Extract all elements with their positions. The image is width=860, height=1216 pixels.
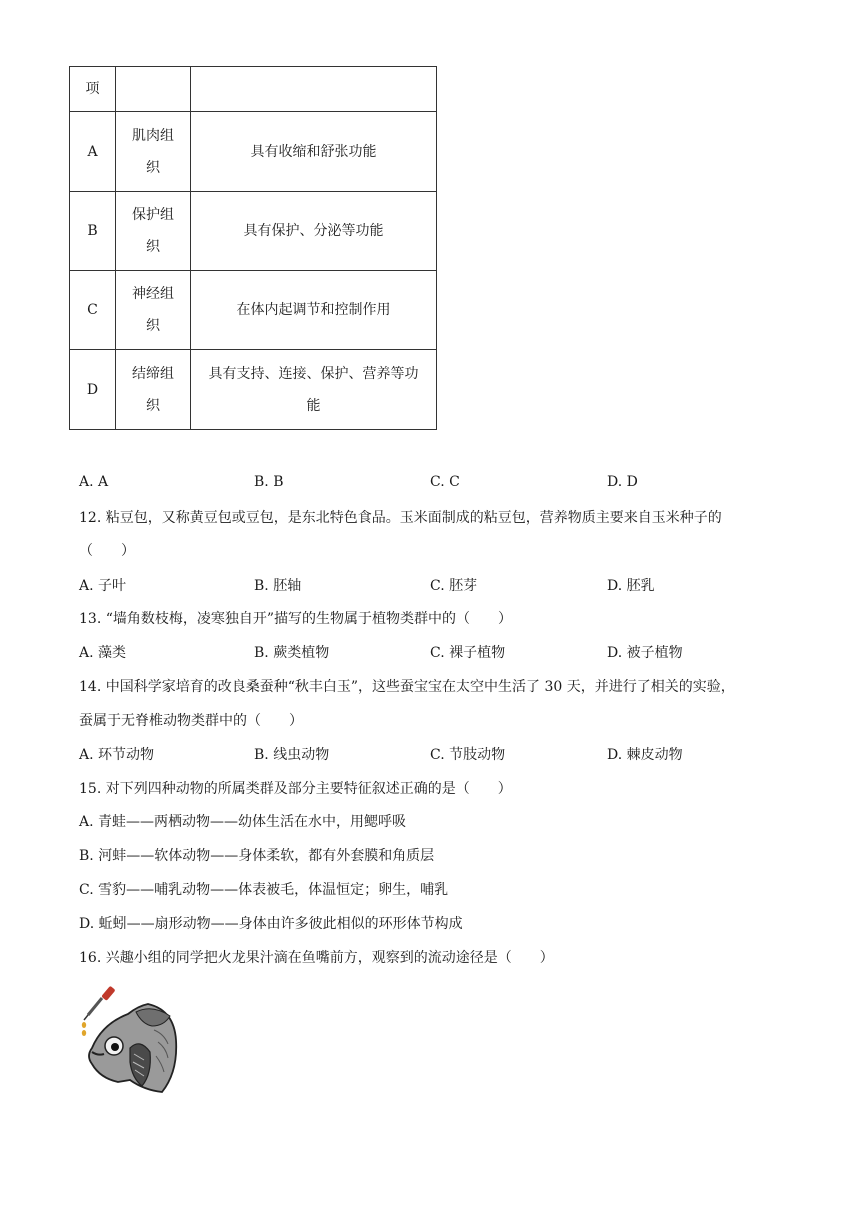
item-cell: C	[70, 271, 116, 350]
function-line: 具有支持、连接、保护、营养等功	[208, 365, 419, 382]
q12-stem: （ ）	[79, 543, 135, 559]
table-header-row	[70, 67, 437, 112]
header-cell	[191, 67, 437, 112]
header-cell	[116, 67, 191, 112]
juice-drop	[82, 1030, 86, 1036]
q13-option-c: C. 裸子植物	[430, 645, 506, 661]
dropper-icon	[84, 986, 116, 1020]
table-row	[70, 350, 437, 430]
function-line: 能	[306, 397, 321, 414]
q14-stem: 蚕属于无脊椎动物类群中的（ ）	[79, 713, 303, 729]
fish-with-dropper-icon	[78, 982, 178, 1096]
tissue-cell	[116, 192, 191, 271]
q13-stem: 13. “墙角数枝梅，凌寒独自开”描写的生物属于植物类群中的（ ）	[79, 611, 513, 627]
function-line: 具有保护、分泌等功能	[243, 223, 384, 239]
tissue-line: 结缔组	[132, 365, 174, 382]
q15-option-b: B. 河蚌——软体动物——身体柔软，都有外套膜和角质层	[79, 848, 435, 864]
q12-option-c: C. 胚芽	[430, 578, 478, 594]
tissue-line: 织	[146, 239, 160, 255]
q13-option-d: D. 被子植物	[607, 645, 683, 661]
function-cell	[191, 271, 437, 350]
q12-stem: 12. 粘豆包，又称黄豆包或豆包，是东北特色食品。玉米面制成的粘豆包，营养物质主要来自玉米种子的	[79, 510, 722, 526]
q15-option-a: A. 青蛙——两栖动物——幼体生活在水中，用鳃呼吸	[79, 814, 407, 830]
q15-option-c: C. 雪豹——哺乳动物——体表被毛，体温恒定；卵生，哺乳	[79, 882, 449, 898]
item-cell: A	[70, 112, 116, 192]
tissue-cell	[116, 112, 191, 192]
tissue-line: 保护组	[132, 207, 174, 223]
q12-option-d: D. 胚乳	[607, 578, 655, 594]
function-cell	[191, 112, 437, 192]
tissue-cell	[116, 350, 191, 430]
tissue-table	[69, 66, 437, 430]
tissue-line: 织	[146, 397, 160, 414]
item-cell: D	[70, 350, 116, 430]
q13-option-b: B. 蕨类植物	[254, 645, 330, 661]
tissue-line: 神经组	[132, 286, 174, 302]
juice-drop	[82, 1022, 86, 1028]
q12-option-a: A. 子叶	[79, 578, 127, 594]
q15-stem: 15. 对下列四种动物的所属类群及部分主要特征叙述正确的是（ ）	[79, 781, 512, 797]
q11-option-b: B. B	[254, 474, 284, 490]
q15-option-d: D. 蚯蚓——扇形动物——身体由许多彼此相似的环形体节构成	[79, 916, 463, 932]
tissue-line: 肌肉组	[132, 127, 174, 144]
item-cell: B	[70, 192, 116, 271]
q16-stem: 16. 兴趣小组的同学把火龙果汁滴在鱼嘴前方，观察到的流动途径是（ ）	[79, 950, 554, 966]
fish-icon	[89, 1004, 176, 1092]
q11-option-d: D. D	[607, 474, 638, 490]
header-cell: 项	[70, 67, 116, 112]
function-cell	[191, 192, 437, 271]
function-line: 具有收缩和舒张功能	[250, 143, 377, 160]
tissue-cell	[116, 271, 191, 350]
q13-option-a: A. 藻类	[79, 645, 127, 661]
tissue-line: 织	[146, 159, 160, 176]
q14-stem: 14. 中国科学家培育的改良桑蚕种“秋丰白玉”，这些蚕宝宝在太空中生活了 30 天，并进行了相关的实验，	[79, 679, 735, 695]
function-cell	[191, 350, 437, 430]
q11-option-c: C. C	[430, 474, 460, 490]
q11-option-a: A. A	[79, 474, 109, 490]
table-row	[70, 271, 437, 350]
q12-option-b: B. 胚轴	[254, 578, 302, 594]
q14-option-a: A. 环节动物	[79, 747, 155, 763]
q14-option-c: C. 节肢动物	[430, 747, 506, 763]
q14-option-b: B. 线虫动物	[254, 747, 330, 763]
table-row	[70, 192, 437, 271]
function-line: 在体内起调节和控制作用	[236, 302, 391, 318]
table-row	[70, 112, 437, 192]
q14-option-d: D. 棘皮动物	[607, 747, 683, 763]
tissue-line: 织	[146, 318, 160, 334]
